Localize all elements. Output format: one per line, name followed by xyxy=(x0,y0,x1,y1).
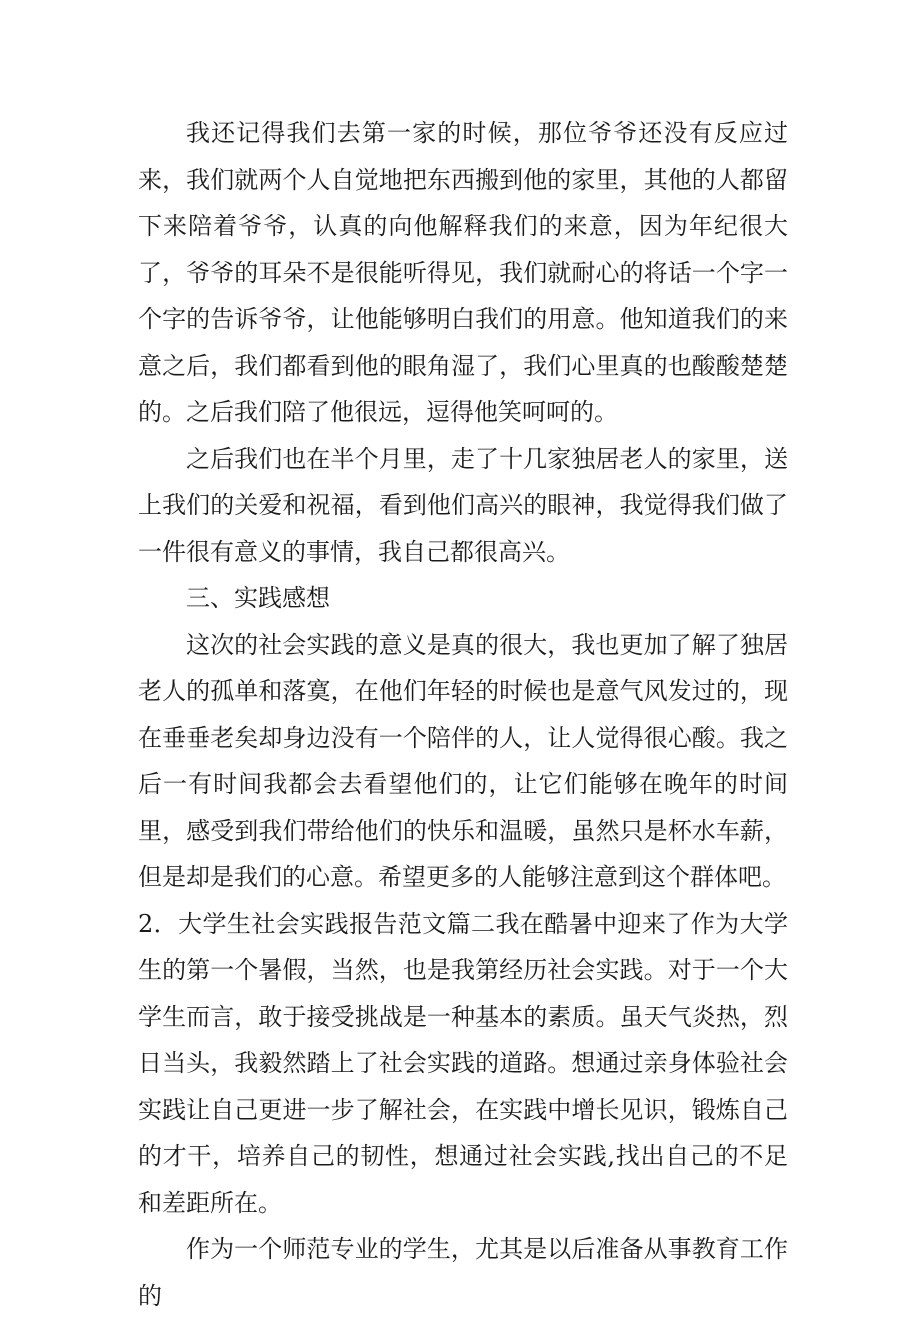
paragraph-first-visit: 我还记得我们去第一家的时候，那位爷爷还没有反应过来，我们就两个人自觉地把东西搬到他的家里，其他的人都留下来陪着爷爷，认真的向他解释我们的来意，因为年纪很大了，爷爷的耳朵不是很能听得见，我们就耐心的将话一个字一个字的告诉爷爷，让他能够明白我们的用意。他知道我们的来意之后，我们都看到他的眼角湿了，我们心里真的也酸酸楚楚的。之后我们陪了他很远，逗得他笑呵呵的。 xyxy=(138,119,788,426)
paragraph-report-two: 2．大学生社会实践报告范文篇二我在酷暑中迎来了作为大学生的第一个暑假，当然，也是我第经历社会实践。对于一个大学生而言，敢于接受挑战是一种基本的素质。虽天气炎热，烈日当头，我毅然踏上了社会实践的道路。想通过亲身体验社会实践让自己更进一步了解社会，在实践中增长见识，锻炼自己的才干，培养自己的韧性，想通过社会实践,找出自己的不足和差距所在。 xyxy=(138,909,788,1217)
paragraph-half-month: 之后我们也在半个月里，走了十几家独居老人的家里，送上我们的关爱和祝福，看到他们高兴的眼神，我觉得我们做了一件很有意义的事情，我自己都很高兴。 xyxy=(138,444,788,566)
document-body xyxy=(138,110,788,1319)
paragraph-practice-meaning: 这次的社会实践的意义是真的很大，我也更加了解了独居老人的孤单和落寞，在他们年轻的时候也是意气风发过的，现在垂垂老矣却身边没有一个陪伴的人，让人觉得很心酸。我之后一有时间我都会去看望他们的，让它们能够在晚年的时间里，感受到我们带给他们的快乐和温暖，虽然只是杯水车薪，但是却是我们的心意。希望更多的人能够注意到这个群体吧。 xyxy=(138,630,788,891)
section-heading-practice-thoughts: 三、实践感想 xyxy=(186,584,330,612)
paragraph-teacher-student: 作为一个师范专业的学生，尤其是以后准备从事教育工作的 xyxy=(138,1235,788,1310)
